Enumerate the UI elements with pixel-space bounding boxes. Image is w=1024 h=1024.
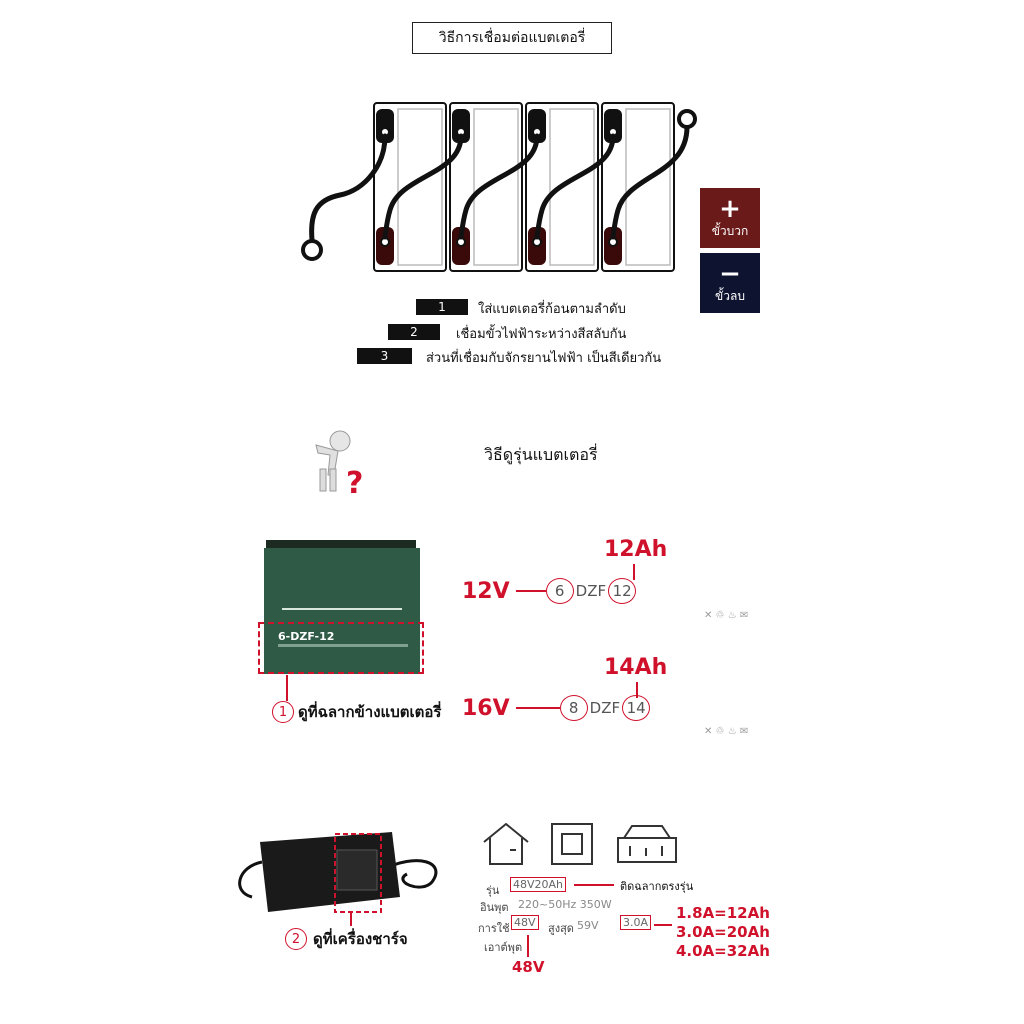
hint2-pointer-line <box>350 912 352 926</box>
capacity-code: 12 <box>608 578 636 604</box>
cert-icons-2: ✕ ♲ ♨ ✉ <box>704 726 749 737</box>
current-map-item: 1.8A=12Ah <box>676 904 770 922</box>
positive-terminal-legend <box>700 188 760 248</box>
indoor-use-icon <box>480 820 532 868</box>
cert-icons-1: ✕ ♲ ♨ ✉ <box>704 610 749 621</box>
current-map-item: 4.0A=32Ah <box>676 942 770 960</box>
battery-label-text: 6-DZF-12 <box>278 630 335 643</box>
thinking-figure-icon <box>298 425 378 500</box>
hint-2-text: ดูที่เครื่องชาร์จ <box>313 930 408 948</box>
label-model-key: รุ่น <box>486 884 500 897</box>
step-3-number: 3 <box>357 348 412 364</box>
hint-1 <box>272 700 441 724</box>
label-usage-key: การใช้ <box>478 922 510 935</box>
double-insulation-icon <box>550 822 594 866</box>
hint-2 <box>285 927 408 951</box>
label-output-key: เอาต์พุต <box>484 941 523 954</box>
voltage-pointer <box>527 935 529 957</box>
positive-label: ขั้วบวก <box>711 223 749 238</box>
label-model-value: 48V20Ah <box>510 877 566 892</box>
label-input-value: 220~50Hz 350W <box>518 898 612 911</box>
model-code-row-1 <box>462 578 636 604</box>
capacity-12ah: 12Ah <box>604 537 668 562</box>
cell-count: 8 <box>560 695 588 721</box>
label-current-value: 3.0A <box>620 915 651 930</box>
model-note-pointer <box>574 884 614 886</box>
plus-icon: + <box>719 193 741 224</box>
label-max-key: สูงสุด <box>548 922 574 935</box>
label-input-key: อินพุต <box>480 901 509 914</box>
model-title: วิธีดูรุ่นแบตเตอรี่ <box>484 445 598 464</box>
negative-label: ขั้วลบ <box>715 288 745 303</box>
question-mark-icon: ? <box>346 466 364 501</box>
label-model-note: ติดฉลากตรงรุ่น <box>620 880 694 893</box>
hint-1-number: 1 <box>272 701 294 723</box>
model-type: DZF <box>589 699 621 717</box>
step-2-number: 2 <box>388 324 440 340</box>
wiring-title: วิธีการเชื่อมต่อแบตเตอรี่ <box>412 22 612 54</box>
model-type: DZF <box>575 582 607 600</box>
voltage-12v: 12V <box>462 578 510 604</box>
capacity-14ah: 14Ah <box>604 655 668 680</box>
capacity-code: 14 <box>622 695 650 721</box>
step-1-number: 1 <box>416 299 468 315</box>
battery-image <box>264 540 420 674</box>
current-capacity-map <box>676 904 770 961</box>
hint1-pointer-line <box>286 675 288 701</box>
model-code-row-2 <box>462 695 650 721</box>
hint-2-number: 2 <box>285 928 307 950</box>
negative-terminal-legend <box>700 253 760 313</box>
minus-icon: − <box>719 258 741 289</box>
voltage-note: 48V <box>512 958 545 976</box>
hint-1-text: ดูที่ฉลากข้างแบตเตอรี่ <box>298 703 442 721</box>
charger-image <box>232 822 452 922</box>
step-3-text: ส่วนที่เชื่อมกับจักรยานไฟฟ้า เป็นสีเดียวกัน <box>426 351 662 366</box>
voltage-16v: 16V <box>462 695 510 721</box>
cell-count: 6 <box>546 578 574 604</box>
current-pointer <box>654 924 672 926</box>
step-1-text: ใส่แบตเตอรี่ก้อนตามลำดับ <box>478 302 626 317</box>
label-usage-value: 48V <box>511 915 539 930</box>
current-map-item: 3.0A=20Ah <box>676 923 770 941</box>
step-2-text: เชื่อมขั้วไฟฟ้าระหว่างสีสลับกัน <box>456 327 627 342</box>
label-max-value: 59V <box>577 919 599 932</box>
battery-wiring-diagram <box>290 95 710 280</box>
plug-connector-icon <box>612 822 682 866</box>
